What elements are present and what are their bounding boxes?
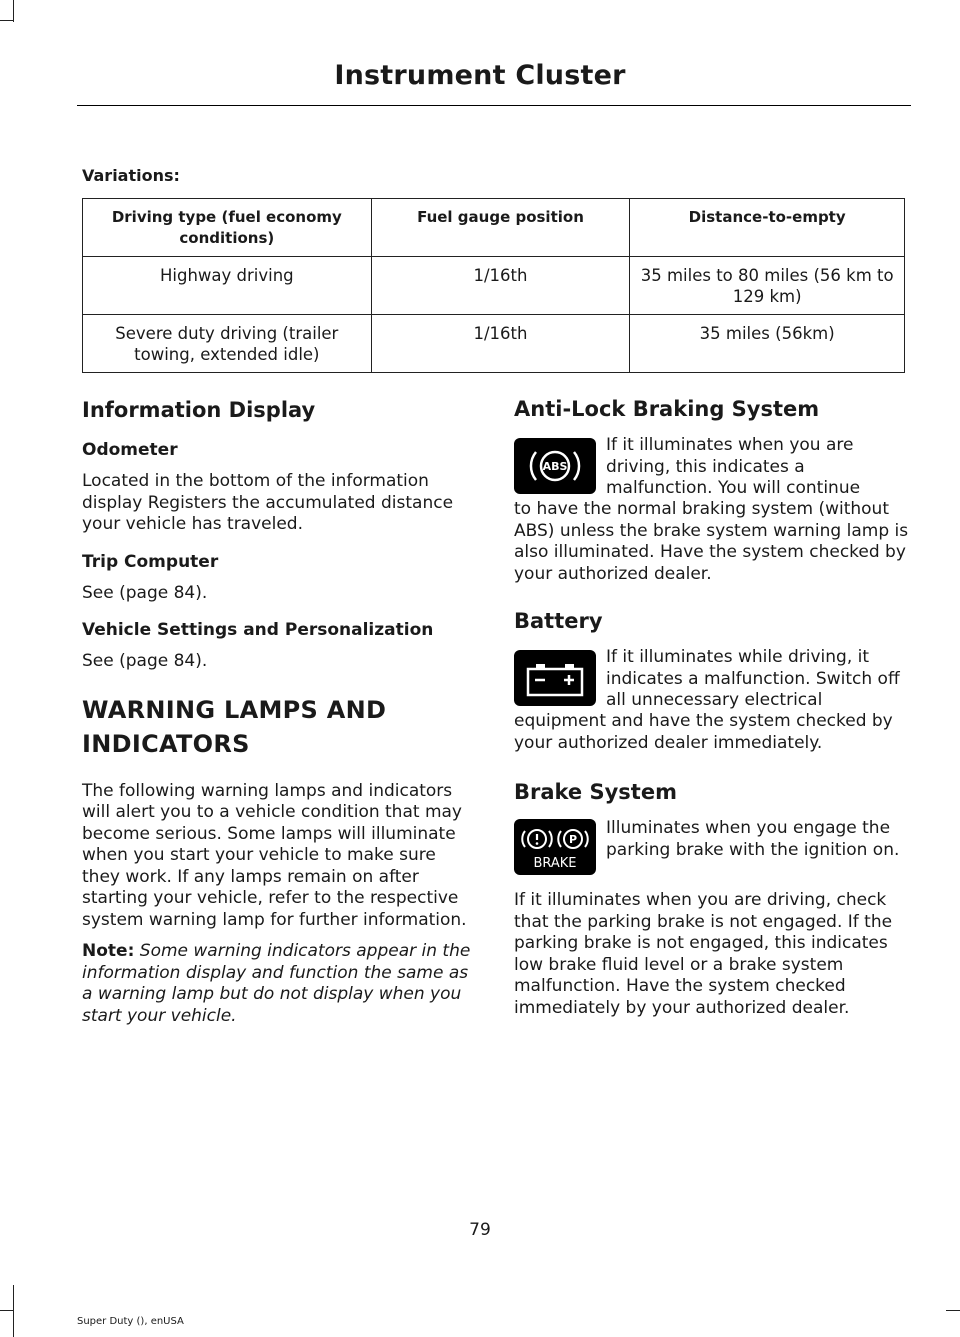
table-cell: 35 miles (56km) <box>630 315 905 373</box>
table-cell: Highway driving <box>83 257 372 315</box>
page-number: 79 <box>469 1220 491 1240</box>
note-text: Some warning indicators appear in the information display and function the same as a warning lamp but do not display when you start your vehicle. <box>82 941 471 1026</box>
footer-text: Super Duty (), enUSA <box>77 1316 184 1327</box>
crop-mark <box>946 1310 960 1311</box>
brake-icon-label: BRAKE <box>533 856 577 871</box>
note-label: Note: <box>82 941 135 961</box>
page-title: Instrument Cluster <box>334 60 626 91</box>
header-divider <box>77 105 911 106</box>
table-row <box>83 315 905 373</box>
table-cell: 1/16th <box>371 315 630 373</box>
odometer-text: Located in the bottom of the information display Registers the accumulated distance your vehicle has traveled. <box>82 471 454 534</box>
table-header-cell: Distance-to-empty <box>630 199 905 257</box>
variations-table <box>82 198 905 373</box>
table-cell: 1/16th <box>371 257 630 315</box>
battery-text-wrap: If it illuminates while driving, it indicates a malfunction. Switch off all unnecessary electrical <box>606 647 900 710</box>
note-paragraph <box>82 941 474 1027</box>
crop-mark <box>0 1310 14 1311</box>
vehicle-settings-heading: Vehicle Settings and Personalization <box>82 620 434 640</box>
table-header-cell: Fuel gauge position <box>371 199 630 257</box>
abs-warning-icon <box>514 438 596 494</box>
abs-icon-label: ABS <box>542 460 568 473</box>
vehicle-settings-reference: See (page 84). <box>82 651 208 671</box>
trip-computer-heading: Trip Computer <box>82 551 219 572</box>
parking-brake-icon-label: P <box>568 833 578 846</box>
battery-heading: Battery <box>514 609 603 633</box>
table-header-cell: Driving type (fuel economy conditions) <box>83 199 372 257</box>
table-cell: 35 miles to 80 miles (56 km to 129 km) <box>630 257 905 315</box>
crop-mark <box>13 0 14 22</box>
trip-computer-reference: See (page 84). <box>82 582 208 603</box>
warning-lamps-heading-line2: INDICATORS <box>82 729 250 758</box>
brake-heading: Brake System <box>514 780 677 804</box>
variations-label: Variations: <box>82 166 180 185</box>
left-column <box>82 398 474 1027</box>
odometer-heading: Odometer <box>82 440 178 460</box>
battery-text-full: equipment and have the system checked by your authorized dealer immediately. <box>514 711 893 753</box>
brake-warning-icon <box>514 819 596 875</box>
warning-intro-text: The following warning lamps and indicators will alert you to a vehicle condition that may become serious. Some lamps will illuminate when you start your vehicle to make sure they work. If any lamps remain on after starting your vehicle, refer to the respective system warning lamp for further information. <box>82 780 467 930</box>
brake-text-wrap: Illuminates when you engage the parking brake with the ignition on. <box>606 818 900 860</box>
abs-text-full: to have the normal braking system (without ABS) unless the brake system warning lamp is also illuminated. Have the system checked by your authorized dealer. <box>514 499 909 584</box>
table-row <box>83 257 905 315</box>
battery-warning-icon <box>514 650 596 706</box>
information-display-heading: Information Display <box>82 398 316 422</box>
crop-mark <box>0 20 14 21</box>
brake-text-full: If it illuminates when you are driving, check that the parking brake is not engaged. If the parking brake is not engaged, this indicates low brake fluid level or a brake system malfunction. Have the system checked immediately by your authorized dealer. <box>514 890 893 1018</box>
abs-heading: Anti-Lock Braking System <box>514 397 820 421</box>
table-cell: Severe duty driving (trailer towing, extended idle) <box>83 315 372 373</box>
crop-mark <box>13 1285 14 1337</box>
table-header-row <box>83 199 905 257</box>
abs-text-wrap: If it illuminates when you are driving, this indicates a malfunction. You will continue <box>606 435 861 498</box>
warning-lamps-heading: WARNING LAMPS AND <box>82 695 387 724</box>
